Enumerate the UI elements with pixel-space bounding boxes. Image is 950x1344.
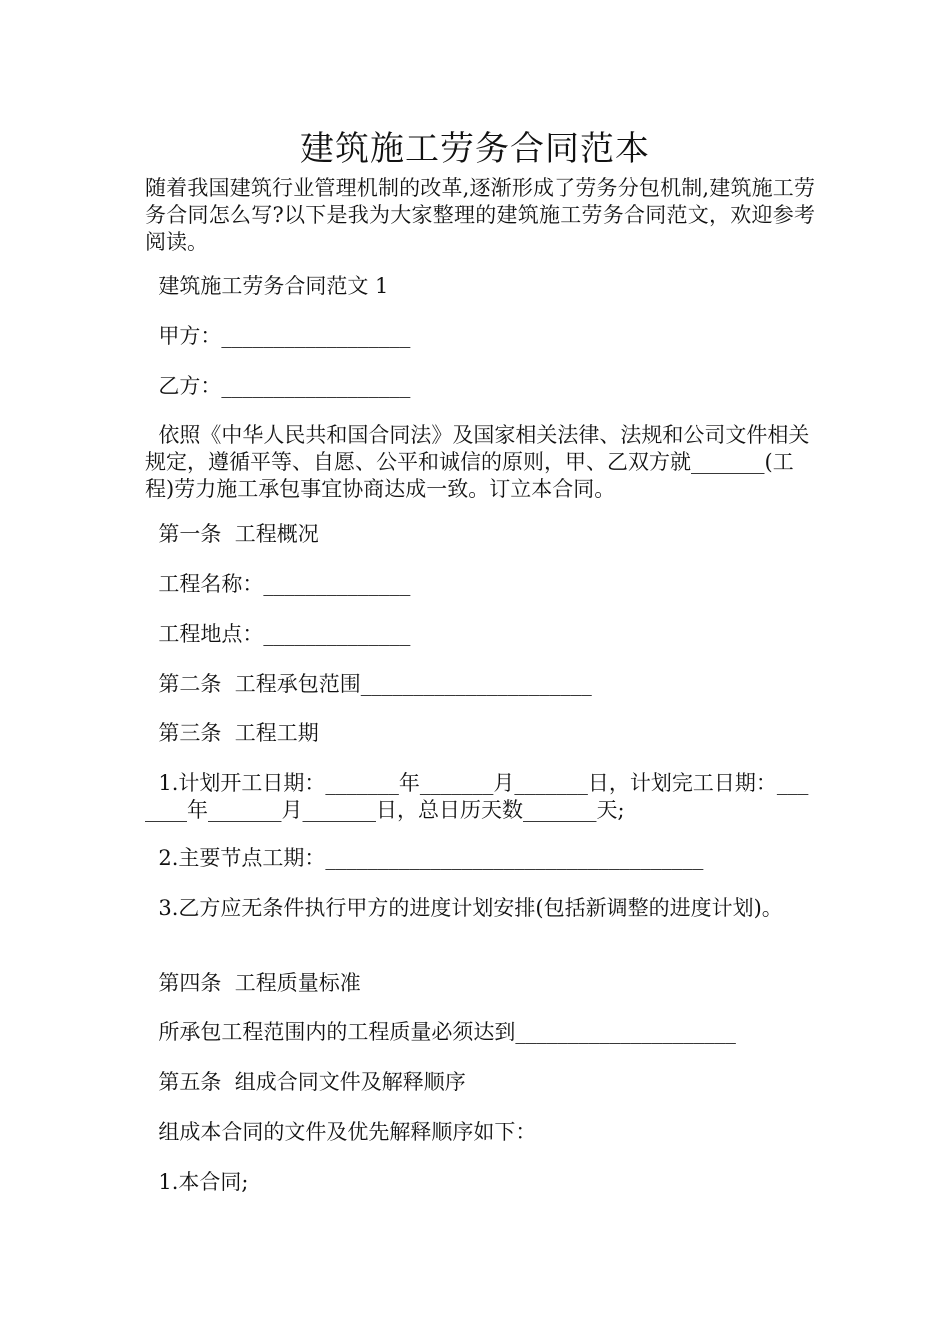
milestone-line: 2.主要节点工期：____________________________________ [145,846,704,870]
document-order-line: 组成本合同的文件及优先解释顺序如下： [145,1120,537,1144]
document-title: 建筑施工劳务合同范本 [300,129,650,169]
article-4-heading: 第四条 工程质量标准 [145,971,361,995]
article-1-heading: 第一条 工程概况 [145,522,319,546]
schedule-dates-paragraph: 1.计划开工日期：_______年_______月_______日，计划完工日期：_______年_______月_______日，总日历天数_______天; [145,771,809,822]
progress-plan-paragraph: 3.乙方应无条件执行甲方的进度计划安排(包括新调整的进度计划)。 [145,896,783,920]
preamble-paragraph: 依照《中华人民共和国合同法》及国家相关法律、法规和公司文件相关规定，遵循平等、自愿、公平和诚信的原则，甲、乙双方就_______(工程)劳力施工承包事宜协商达成一致。订立本合同。 [145,423,810,501]
section-heading-sample-1: 建筑施工劳务合同范文 1 [145,274,389,298]
article-3-heading: 第三条 工程工期 [145,721,319,745]
quality-standard-line: 所承包工程范围内的工程质量必须达到_____________________ [145,1020,736,1044]
project-location-line: 工程地点：______________ [145,622,411,646]
list-item-contract: 1.本合同; [145,1170,249,1194]
project-name-line: 工程名称：______________ [145,572,411,596]
article-5-heading: 第五条 组成合同文件及解释顺序 [145,1070,466,1094]
party-b-line: 乙方：__________________ [145,374,411,398]
party-a-line: 甲方：__________________ [145,324,411,348]
article-2-heading: 第二条 工程承包范围______________________ [145,672,592,696]
intro-paragraph: 随着我国建筑行业管理机制的改革,逐渐形成了劳务分包机制,建筑施工劳务合同怎么写?以下是我为大家整理的建筑施工劳务合同范文，欢迎参考阅读。 [145,176,815,254]
